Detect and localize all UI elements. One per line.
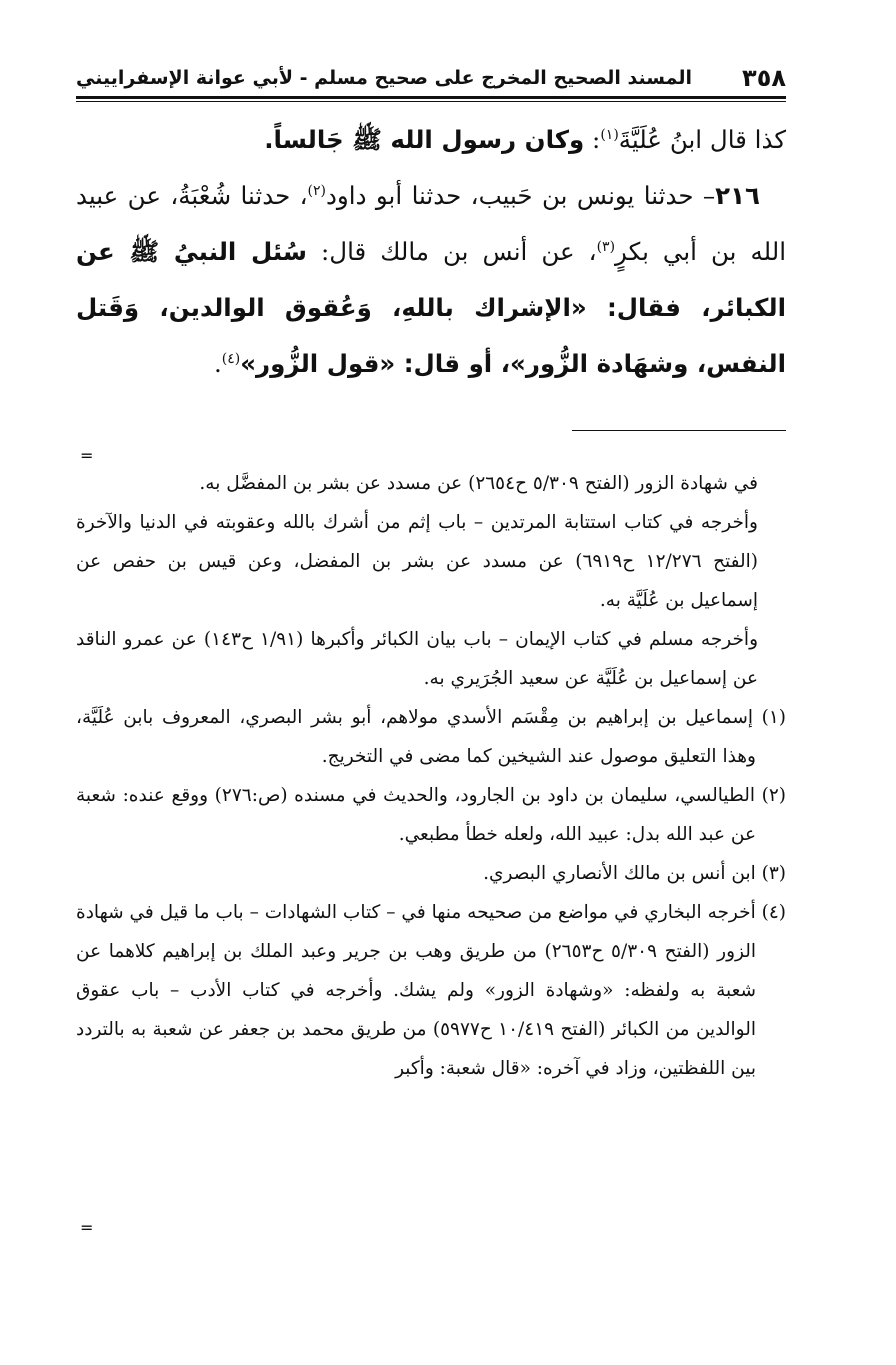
main-text-fragment: : xyxy=(584,125,601,154)
main-text-fragment: ، عن أنس بن مالك قال: xyxy=(307,237,597,266)
running-title: المسند الصحيح المخرج على صحيح مسلم - لأبي عوانة الإسفراييني xyxy=(76,67,692,89)
footnote-ref-2: (٢) xyxy=(307,182,327,199)
main-text-fragment: كذا قال ابنُ عُلَيَّةَ xyxy=(618,125,786,154)
footnotes xyxy=(76,464,786,1088)
hadith-text-bold: سُئل النبيُ ﷺ عن الكبائر، فقال: «الإشراك باللهِ، وَعُقوق الوالدين، وَقَتل النفس، وشهَادة الزُّور»، أو قال: «قول الزُّور» xyxy=(76,237,786,378)
footnote-ref-4: (٤) xyxy=(221,350,241,367)
footnote-2: (٢) الطيالسي، سليمان بن داود بن الجارود، والحديث في مسنده (ص:٢٧٦) ووقع عنده: شعبة عن عبد الله بدل: عبيد الله، ولعله خطأ مطبعي. xyxy=(76,785,786,845)
page-number: ٣٥٨ xyxy=(742,64,786,92)
footnote-3: (٣) ابن أنس بن مالك الأنصاري البصري. xyxy=(483,863,786,884)
footnote-4: (٤) أخرجه البخاري في مواضع من صحيحه منها في – كتاب الشهادات – باب ما قيل في شهادة الزور (الفتح ٥/٣٠٩ ح٢٦٥٣) من طريق وهب بن جرير وعبد الملك بن إبراهيم كلاهما عن شعبة به ولفظه: «وشهادة الزور» ولم يشك. وأخرجه في كتاب الأدب – باب عقوق الوالدين من الكبائر (الفتح ١٠/٤١٩ ح٥٩٧٧) من طريق محمد بن جعفر عن شعبة به بالتردد بين اللفظتين، وزاد في آخره: «قال شعبة: وأكبر xyxy=(76,902,786,1079)
hadith-paragraph xyxy=(76,168,786,392)
footnote-separator xyxy=(572,430,786,431)
header-rule-thin xyxy=(76,101,786,102)
page-header xyxy=(76,58,786,98)
main-line-1 xyxy=(76,112,786,168)
footnote-1: (١) إسماعيل بن إبراهيم بن مِقْسَم الأسدي مولاهم، أبو بشر البصري، المعروف بابن عُلَيَّة، وهذا التعليق موصول عند الشيخين كما مضى في التخريج. xyxy=(76,707,786,767)
footnote-continuation: وأخرجه مسلم في كتاب الإيمان – باب بيان الكبائر وأكبرها (١/٩١ ح١٤٣) عن عمرو الناقد عن إسماعيل بن عُلَيَّة عن سعيد الجُرَيري به. xyxy=(76,629,759,689)
continuation-mark-top: = xyxy=(80,446,94,465)
header-rule-thick xyxy=(76,96,786,99)
main-text-fragment: – حدثنا يونس بن حَبيب، حدثنا أبو داود xyxy=(326,181,716,210)
footnote-ref-3: (٣) xyxy=(596,238,616,255)
main-text-fragment: . xyxy=(213,349,222,378)
hadith-number: ٢١٦ xyxy=(715,181,760,210)
main-bold-fragment: وكان رسول الله ﷺ جَالساً. xyxy=(264,125,585,154)
footnote-continuation: في شهادة الزور (الفتح ٥/٣٠٩ ح٢٦٥٤) عن مسدد عن بشر بن المفضَّل به. xyxy=(199,473,758,494)
main-text xyxy=(76,112,786,392)
footnote-continuation: وأخرجه في كتاب استتابة المرتدين – باب إثم من أشرك بالله وعقوبته في الدنيا والآخرة (الفتح ١٢/٢٧٦ ح٦٩١٩) عن مسدد عن بشر بن المفضل، وعن قيس بن حفص عن إسماعيل بن عُلَيَّة به. xyxy=(76,512,758,611)
continuation-mark-bottom: = xyxy=(80,1218,94,1237)
footnote-ref-1: (١) xyxy=(600,126,619,143)
main-text-fragment: ، حدثنا شُعْبَةُ، عن عبيد الله بن أبي بكرٍ xyxy=(76,181,787,266)
